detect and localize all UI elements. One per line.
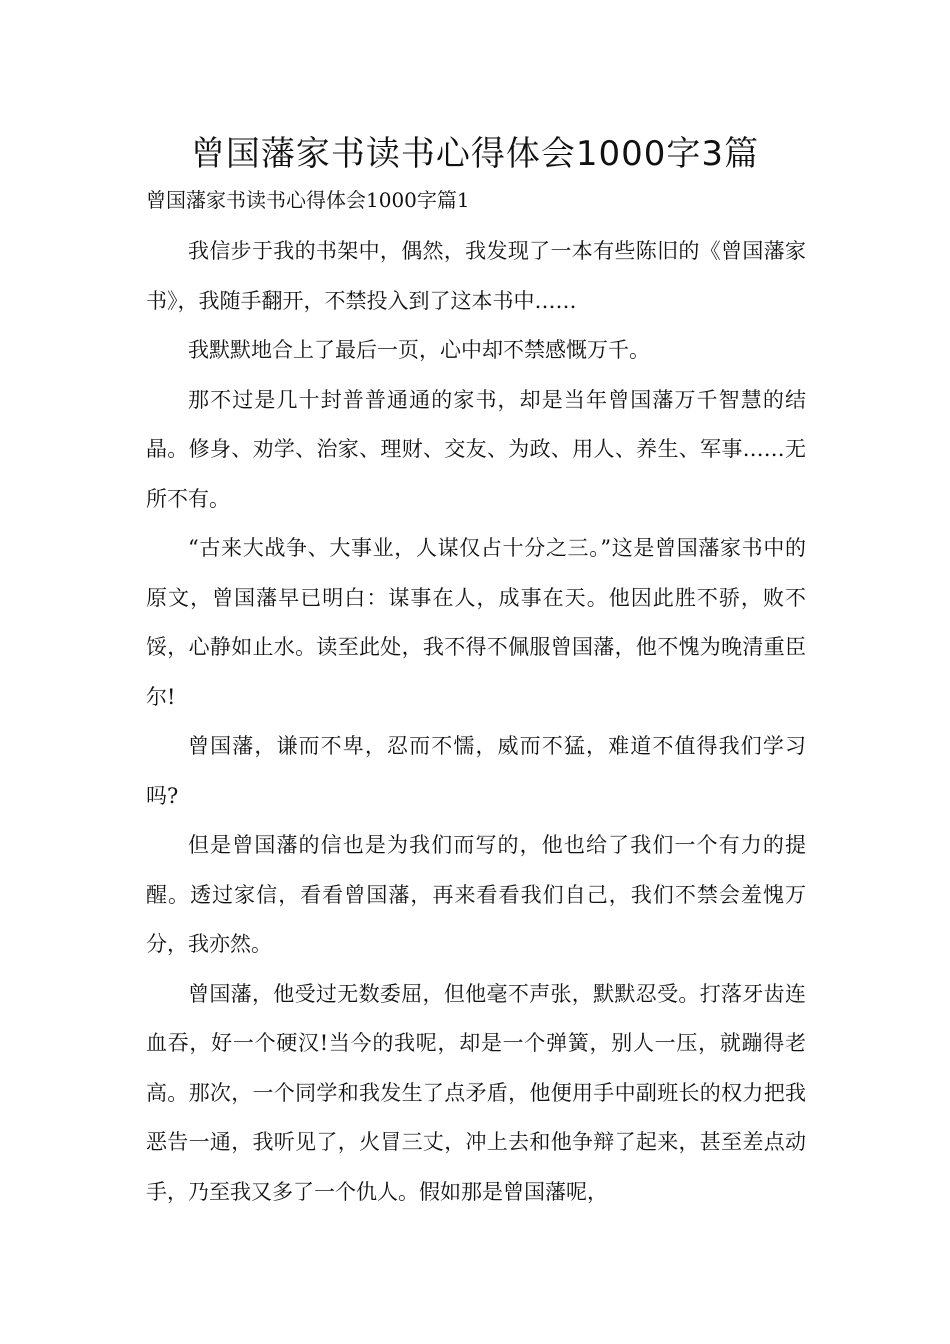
paragraph: 我默默地合上了最后一页，心中却不禁感慨万千。 <box>188 338 650 362</box>
paragraph: 我信步于我的书架中，偶然，我发现了一本有些陈旧的《曾国藩家书》，我随手翻开，不禁投入到了这本书中…… <box>146 239 806 313</box>
paragraph: 曾国藩，他受过无数委屈，但他毫不声张，默默忍受。打落牙齿连血吞，好一个硬汉!当今的我呢，却是一个弹簧，别人一压，就蹦得老高。那次，一个同学和我发生了点矛盾，他便用手中副班长的权力把我恶告一通，我听见了，火冒三丈，冲上去和他争辩了起来，甚至差点动手，乃至我又多了一个仇人。假如那是曾国藩呢， <box>146 981 806 1204</box>
document-body <box>146 227 806 1217</box>
section-heading: 曾国藩家书读书心得体会1000字篇1 <box>146 188 470 212</box>
paragraph: 但是曾国藩的信也是为我们而写的，他也给了我们一个有力的提醒。透过家信，看看曾国藩，再来看看我们自己，我们不禁会羞愧万分，我亦然。 <box>146 833 806 956</box>
paragraph: “古来大战争、大事业，人谋仅占十分之三。”这是曾国藩家书中的原文，曾国藩早已明白：谋事在人，成事在天。他因此胜不骄，败不馁，心静如止水。读至此处，我不得不佩服曾国藩，他不愧为晚清重臣尔! <box>146 536 806 709</box>
paragraph: 那不过是几十封普普通通的家书，却是当年曾国藩万千智慧的结晶。修身、劝学、治家、理财、交友、为政、用人、养生、军事……无所不有。 <box>146 387 806 511</box>
paragraph: 曾国藩，谦而不卑，忍而不懦，威而不猛，难道不值得我们学习吗? <box>146 734 806 808</box>
document-title: 曾国藩家书读书心得体会1000字3篇 <box>190 134 760 174</box>
